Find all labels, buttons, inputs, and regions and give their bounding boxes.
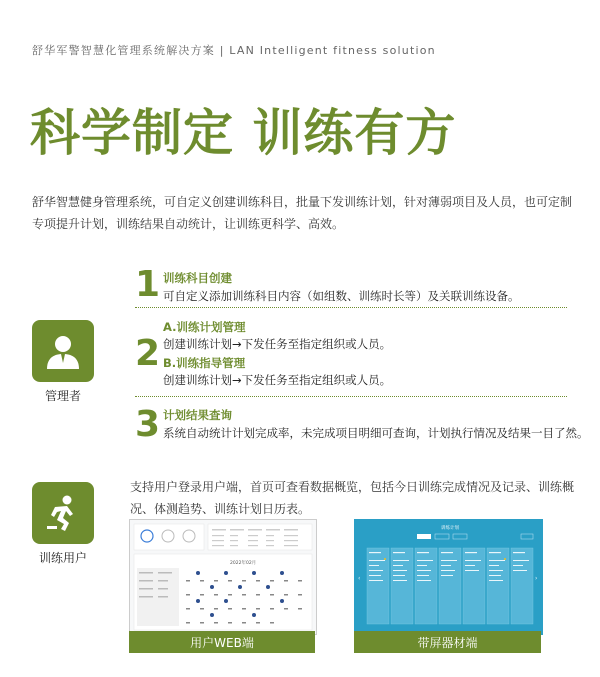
header-tagline: 舒华军警智慧化管理系统解决方案 | LAN Intelligent fitness solution [32,44,436,57]
user-role-icon [32,482,94,544]
step-title-a: A.训练计划管理 [163,320,246,334]
next-arrow-icon[interactable]: › [535,575,538,582]
step-number: 3 [135,404,161,445]
screen-device-caption: 带屏器材端 [354,631,541,653]
runner-icon [43,493,83,533]
divider [135,307,567,308]
step-2 [135,316,567,388]
prev-arrow-icon[interactable]: ‹ [358,575,361,582]
step-title: 训练科目创建 [163,271,232,285]
step-description-a: 创建训练计划→下发任务至指定组织或人员。 [163,337,392,351]
step-number: 2 [135,333,161,374]
step-description: 系统自动统计计划完成率，未完成项目明细可查询，计划执行情况及结果一目了然。 [163,426,589,440]
step-3 [135,404,589,445]
screen-plan-illustration [355,520,542,634]
step-title-b: B.训练指导管理 [163,356,246,370]
user-description: 支持用户登录用户端，首页可查看数据概览，包括今日训练完成情况及记录、训练概况、体测趋势、训练计划日历表。 [130,480,575,516]
web-dashboard-illustration [130,520,316,634]
divider [135,396,567,397]
screen-title: 训练计划 [441,526,459,531]
step-1 [135,265,567,305]
person-icon [43,331,83,371]
step-number: 1 [135,264,161,305]
page-headline: 科学制定 训练有方 [30,104,457,162]
step-description: 可自定义添加训练科目内容（如组数、训练时长等）及关联训练设备。 [163,289,520,303]
step-description-b: 创建训练计划→下发任务至指定组织或人员。 [163,373,392,387]
screen-device-screenshot [354,519,543,635]
user-role-label: 训练用户 [38,551,87,565]
web-client-caption: 用户WEB端 [129,631,315,653]
web-calendar-title: 2022年02月 [230,561,257,566]
step-title: 计划结果查询 [163,408,232,422]
intro-paragraph: 舒华智慧健身管理系统，可自定义创建训练科目，批量下发训练计划，针对薄弱项目及人员，也可定制专项提升计划，训练结果自动统计，让训练更科学、高效。 [32,195,573,231]
admin-role-label: 管理者 [44,389,81,403]
web-client-screenshot [129,519,317,635]
admin-role-icon [32,320,94,382]
